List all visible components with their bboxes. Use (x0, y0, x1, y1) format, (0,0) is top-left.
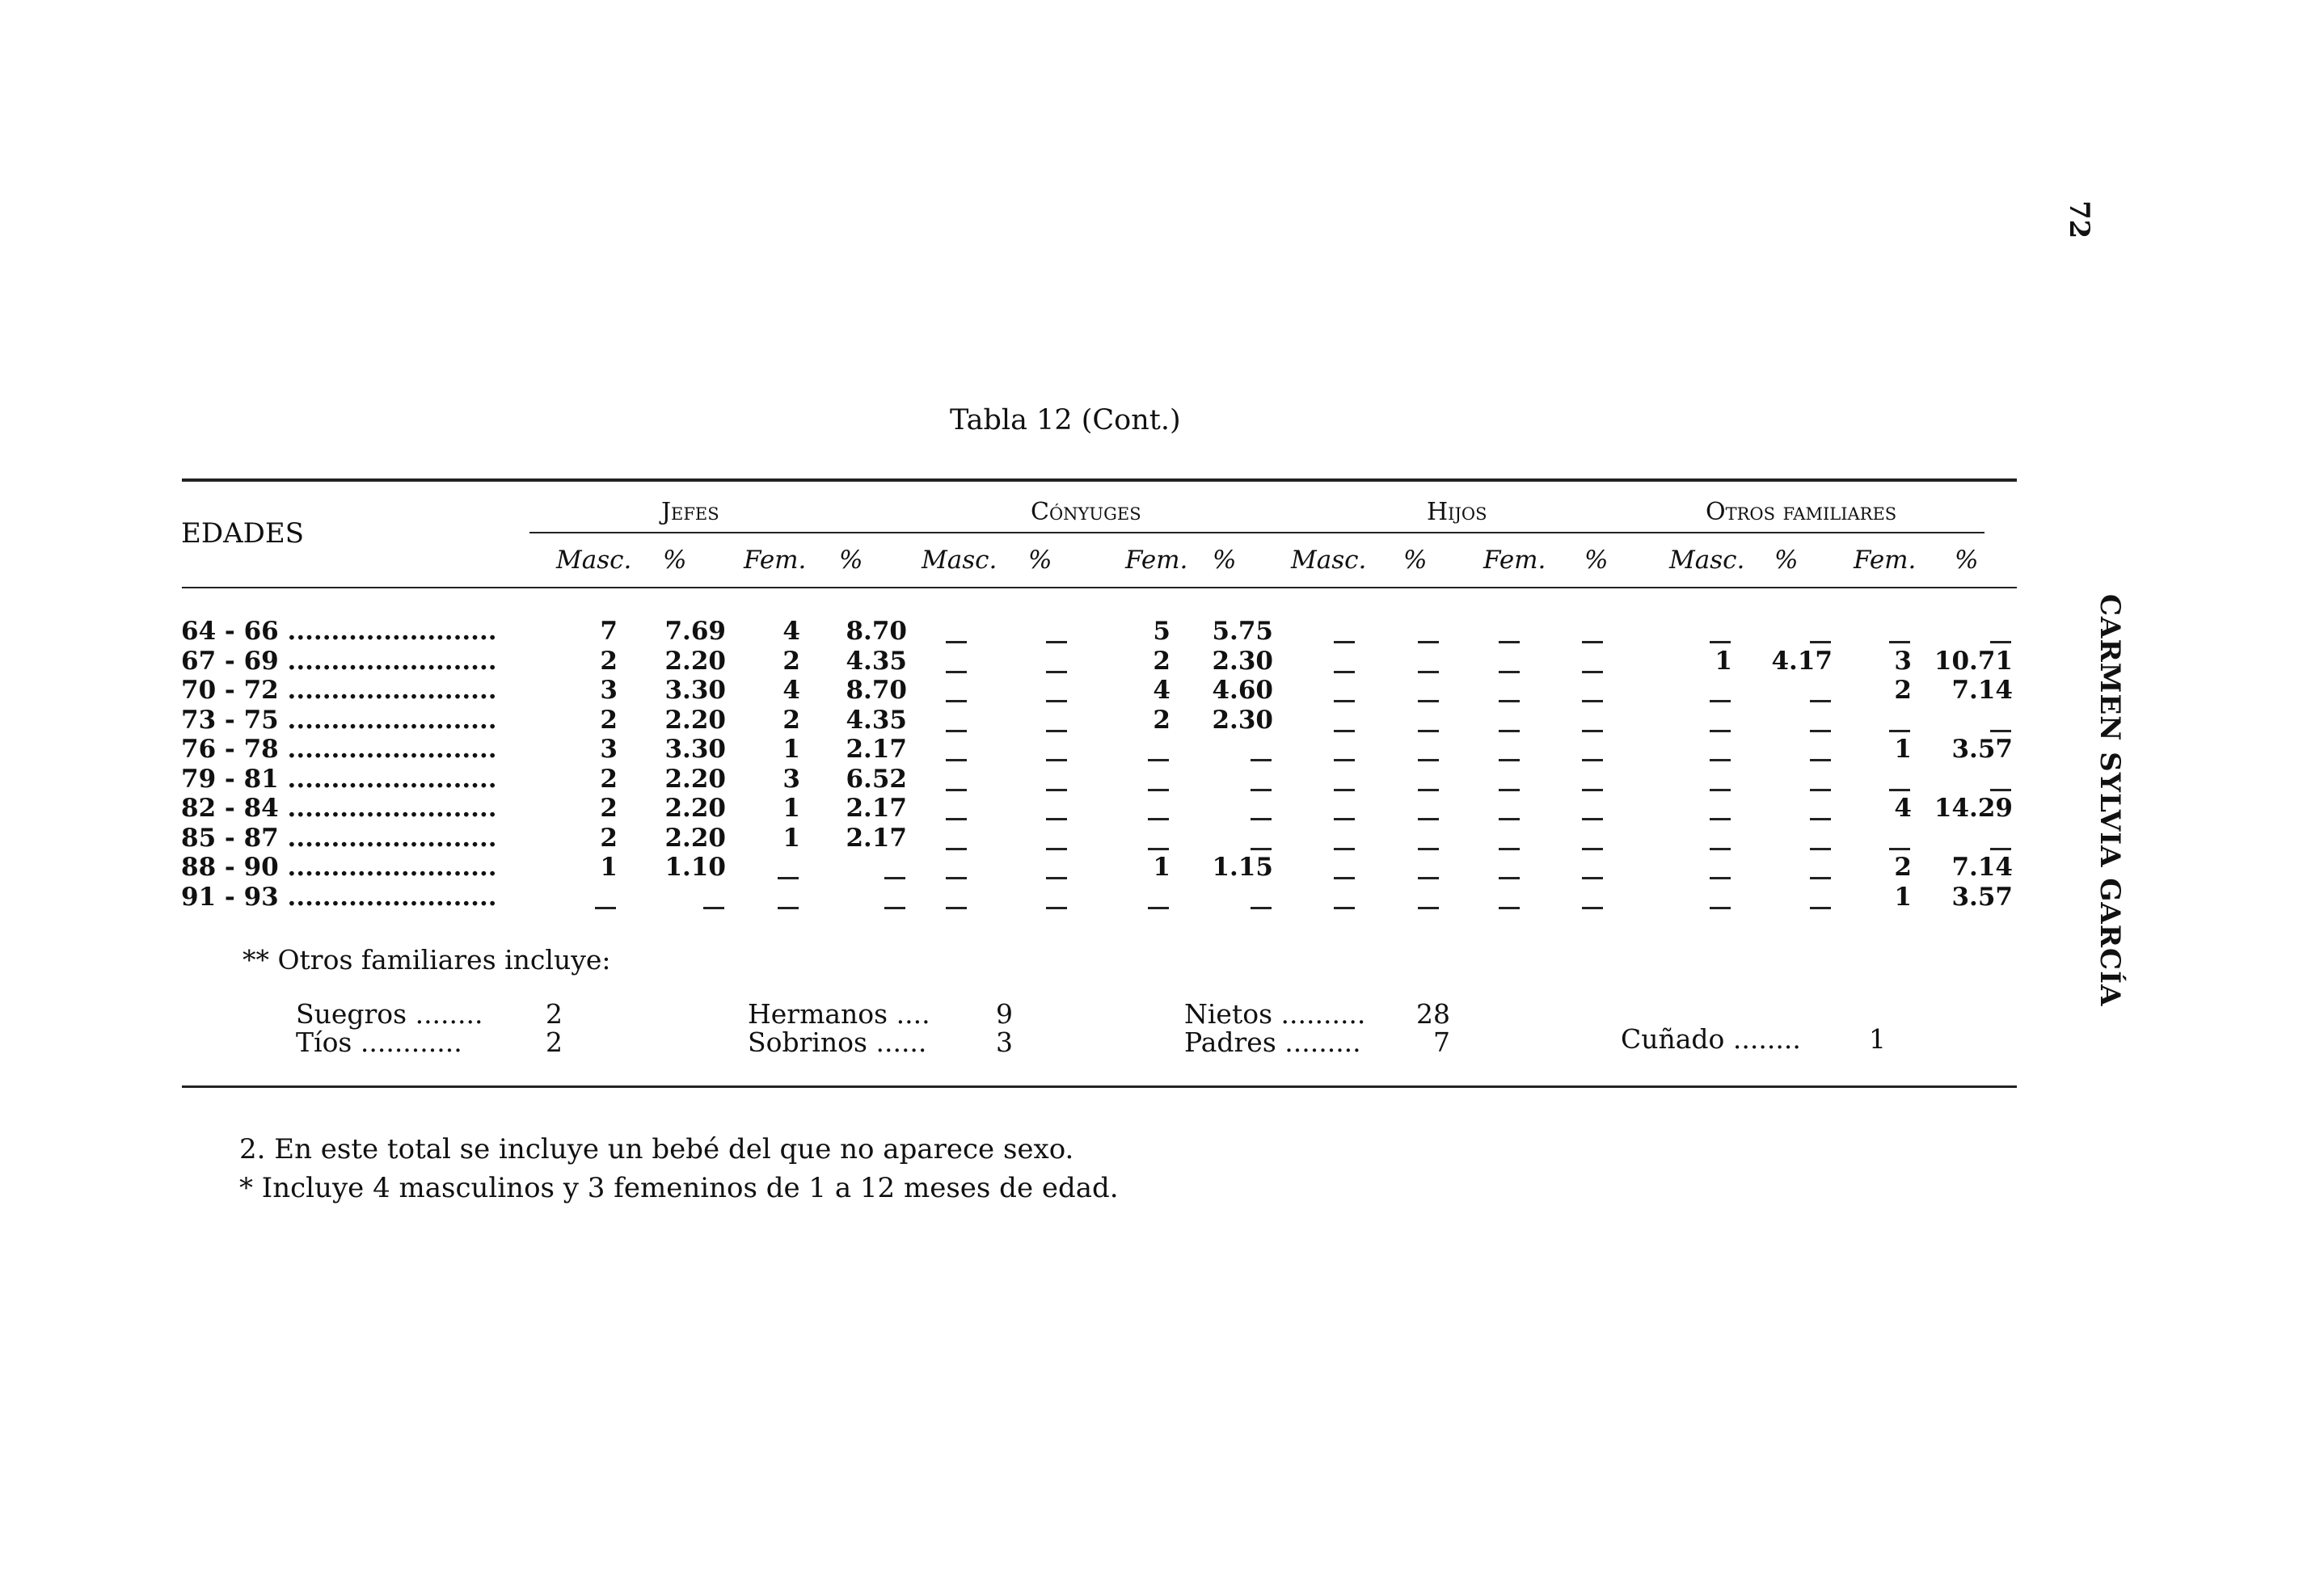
table-cell: 1.15 (1212, 853, 1273, 882)
subcolumn-header: Masc. (556, 546, 632, 575)
table-cell-dash (1148, 789, 1169, 791)
table-cell: 1 (782, 823, 800, 853)
table-cell-dash (1582, 671, 1603, 673)
table-bottom-rule (182, 1085, 2017, 1088)
table-cell-dash (1710, 848, 1731, 850)
table-cell-dash (1334, 907, 1355, 909)
table-cell: 8.70 (846, 617, 907, 646)
table-cell-dash (1046, 700, 1067, 702)
fam-name: Hermanos .... (748, 998, 930, 1030)
table-cell-dash (1499, 700, 1520, 702)
table-cell-dash (1334, 641, 1355, 643)
table-cell-dash (1582, 700, 1603, 702)
table-cell-dash (1710, 730, 1731, 732)
subcolumn-header: % (1584, 546, 1609, 575)
subcolumn-header: Masc. (922, 546, 998, 575)
table-cell-dash (946, 789, 967, 791)
subcolumn-header: % (663, 546, 687, 575)
row-label: 91 - 93 ........................ (181, 882, 497, 912)
table-cell-dash (1251, 818, 1272, 820)
subcolumn-header: Fem. (1854, 546, 1917, 575)
table-cell-dash (1334, 789, 1355, 791)
fam-name: Padres ......... (1184, 1026, 1361, 1058)
table-cell-dash (1046, 641, 1067, 643)
table-cell: 4 (782, 617, 800, 646)
table-cell-dash (1582, 907, 1603, 909)
table-cell-dash (1499, 818, 1520, 820)
table-cell: 5.75 (1212, 617, 1273, 646)
table-cell: 5 (1153, 617, 1170, 646)
subcolumn-header: Fem. (744, 546, 807, 575)
table-cell: 7 (600, 617, 618, 646)
row-label: 76 - 78 ........................ (181, 735, 497, 764)
table-cell: 4 (782, 676, 800, 705)
table-cell: 3.30 (664, 735, 726, 764)
fam-value: 28 (1416, 998, 1450, 1030)
table-cell: 2.20 (664, 823, 726, 853)
fam-name: Nietos .......... (1184, 998, 1366, 1030)
table-cell-dash (884, 877, 905, 879)
subcolumn-header: % (1403, 546, 1428, 575)
fam-name: Sobrinos ...... (748, 1026, 927, 1058)
table-cell: 1 (782, 735, 800, 764)
table-cell: 2 (1894, 676, 1912, 705)
table-cell-dash (1582, 877, 1603, 879)
header-bottom-rule (182, 587, 2017, 588)
table-cell: 10.71 (1934, 646, 2013, 676)
table-cell-dash (1990, 789, 2011, 791)
table-cell-dash (1046, 671, 1067, 673)
fam-value: 3 (996, 1026, 1013, 1058)
table-cell: 1 (1153, 853, 1170, 882)
table-cell: 1 (1894, 882, 1912, 912)
table-cell-dash (1810, 789, 1831, 791)
fam-name: Suegros ........ (296, 998, 483, 1030)
subcolumn-header: Fem. (1483, 546, 1546, 575)
subcolumn-header: % (1213, 546, 1237, 575)
table-cell-dash (1046, 789, 1067, 791)
table-cell-dash (1251, 789, 1272, 791)
table-cell-dash (1418, 671, 1439, 673)
table-cell-dash (946, 848, 967, 850)
table-cell-dash (1334, 730, 1355, 732)
subcolumn-header: % (839, 546, 863, 575)
subcolumn-header: Masc. (1669, 546, 1745, 575)
fam-value: 1 (1869, 1023, 1886, 1055)
table-cell-dash (1810, 641, 1831, 643)
table-cell-dash (703, 907, 724, 909)
edades-header: EDADES (181, 517, 305, 550)
table-title: Tabla 12 (Cont.) (950, 404, 1181, 436)
table-cell-dash (1810, 730, 1831, 732)
table-cell: 7.14 (1951, 676, 2013, 705)
page-number: 72 (2063, 200, 2095, 239)
footnote: 2. En este total se incluye un bebé del que no aparece sexo. (239, 1133, 1074, 1165)
table-cell: 2 (782, 646, 800, 676)
table-cell-dash (1889, 641, 1910, 643)
table-cell-dash (1334, 671, 1355, 673)
table-cell-dash (946, 759, 967, 761)
table-cell-dash (1251, 848, 1272, 850)
table-cell-dash (1418, 848, 1439, 850)
table-cell-dash (1582, 818, 1603, 820)
table-cell-dash (946, 877, 967, 879)
table-cell: 1.10 (664, 853, 726, 882)
table-cell: 2 (600, 823, 618, 853)
subcolumn-header: Masc. (1291, 546, 1367, 575)
table-cell: 3.57 (1951, 882, 2013, 912)
fam-value: 2 (546, 998, 563, 1030)
table-cell: 2 (1894, 853, 1912, 882)
table-cell-dash (1251, 759, 1272, 761)
table-cell: 2 (600, 764, 618, 794)
table-cell-dash (1046, 818, 1067, 820)
table-cell: 4 (1153, 676, 1170, 705)
table-cell-dash (1499, 730, 1520, 732)
table-cell-dash (1710, 877, 1731, 879)
table-cell-dash (1418, 759, 1439, 761)
fam-value: 9 (996, 998, 1013, 1030)
table-cell-dash (1990, 730, 2011, 732)
table-cell-dash (1710, 641, 1731, 643)
group-conyuges: Cónyuges (1031, 498, 1141, 526)
row-label: 88 - 90 ........................ (181, 853, 497, 882)
table-cell-dash (1582, 730, 1603, 732)
table-cell: 2.30 (1212, 705, 1273, 735)
table-cell: 2.20 (664, 705, 726, 735)
row-label: 73 - 75 ........................ (181, 705, 497, 735)
table-cell-dash (1046, 730, 1067, 732)
table-cell: 2.20 (664, 764, 726, 794)
table-cell: 7.69 (664, 617, 726, 646)
table-cell-dash (1046, 848, 1067, 850)
table-cell-dash (1499, 641, 1520, 643)
fam-value: 7 (1433, 1026, 1450, 1058)
table-cell: 2.17 (846, 823, 907, 853)
table-cell-dash (1334, 818, 1355, 820)
table-cell-dash (1418, 877, 1439, 879)
table-cell: 2 (782, 705, 800, 735)
table-cell-dash (884, 907, 905, 909)
table-cell-dash (1990, 641, 2011, 643)
table-cell-dash (946, 818, 967, 820)
table-cell-dash (1889, 789, 1910, 791)
table-cell: 1 (782, 794, 800, 823)
table-cell: 3.30 (664, 676, 726, 705)
table-cell: 3 (782, 764, 800, 794)
table-cell-dash (946, 730, 967, 732)
group-rule (529, 532, 1984, 533)
table-cell-dash (1418, 730, 1439, 732)
subcolumn-header: % (1955, 546, 1979, 575)
table-cell-dash (1334, 759, 1355, 761)
table-cell-dash (946, 907, 967, 909)
table-cell: 4.60 (1212, 676, 1273, 705)
row-label: 67 - 69 ........................ (181, 646, 497, 676)
table-cell: 3 (600, 735, 618, 764)
table-cell-dash (1582, 641, 1603, 643)
table-cell: 2 (600, 794, 618, 823)
running-head: CARMEN SYLVIA GARCÍA (2094, 594, 2126, 1007)
table-cell: 1 (1894, 735, 1912, 764)
fam-name: Tíos ............ (296, 1026, 462, 1058)
table-cell: 1 (600, 853, 618, 882)
table-cell-dash (1148, 848, 1169, 850)
table-cell: 2 (1153, 646, 1170, 676)
table-cell-dash (1418, 907, 1439, 909)
table-cell: 4.35 (846, 646, 907, 676)
table-cell-dash (946, 700, 967, 702)
table-cell-dash (1582, 759, 1603, 761)
table-cell-dash (1046, 907, 1067, 909)
table-cell: 8.70 (846, 676, 907, 705)
table-cell-dash (1710, 700, 1731, 702)
table-cell-dash (1418, 700, 1439, 702)
row-label: 70 - 72 ........................ (181, 676, 497, 705)
subcolumn-header: Fem. (1125, 546, 1188, 575)
table-cell-dash (1418, 641, 1439, 643)
table-cell: 7.14 (1951, 853, 2013, 882)
table-cell-dash (1710, 818, 1731, 820)
table-cell-dash (1499, 789, 1520, 791)
table-cell-dash (778, 877, 799, 879)
table-cell-dash (1418, 789, 1439, 791)
table-cell: 4.17 (1771, 646, 1833, 676)
footnote: * Incluye 4 masculinos y 3 femeninos de 1 a 12 meses de edad. (239, 1172, 1119, 1204)
table-cell-dash (595, 907, 616, 909)
table-cell-dash (1499, 671, 1520, 673)
otros-familiares-note: ** Otros familiares incluye: (243, 944, 611, 976)
table-cell: 6.52 (846, 764, 907, 794)
subcolumn-header: % (1028, 546, 1052, 575)
row-label: 82 - 84 ........................ (181, 794, 497, 823)
table-cell-dash (1148, 907, 1169, 909)
table-cell: 14.29 (1934, 794, 2013, 823)
table-cell: 4.35 (846, 705, 907, 735)
table-cell: 2.30 (1212, 646, 1273, 676)
table-cell-dash (1148, 818, 1169, 820)
table-cell: 2.20 (664, 646, 726, 676)
table-cell: 1 (1715, 646, 1732, 676)
table-cell-dash (1582, 848, 1603, 850)
table-cell: 4 (1894, 794, 1912, 823)
table-cell: 3.57 (1951, 735, 2013, 764)
fam-value: 2 (546, 1026, 563, 1058)
table-cell-dash (1889, 730, 1910, 732)
table-cell-dash (1499, 848, 1520, 850)
table-cell: 2.17 (846, 735, 907, 764)
table-cell-dash (946, 641, 967, 643)
table-cell-dash (1889, 848, 1910, 850)
table-cell-dash (1710, 789, 1731, 791)
row-label: 85 - 87 ........................ (181, 823, 497, 853)
table-cell: 3 (1894, 646, 1912, 676)
group-hijos: Hijos (1427, 498, 1487, 526)
table-cell-dash (1334, 877, 1355, 879)
table-cell-dash (1582, 789, 1603, 791)
row-label: 64 - 66 ........................ (181, 617, 497, 646)
subcolumn-header: % (1774, 546, 1799, 575)
table-cell: 2.20 (664, 794, 726, 823)
table-cell-dash (1334, 700, 1355, 702)
group-otros-familiares: Otros familiares (1706, 498, 1897, 526)
table-cell-dash (1046, 759, 1067, 761)
row-label: 79 - 81 ........................ (181, 764, 497, 794)
table-cell-dash (1148, 759, 1169, 761)
table-cell-dash (1499, 877, 1520, 879)
table-cell-dash (1499, 907, 1520, 909)
table-cell-dash (778, 907, 799, 909)
table-cell: 2 (600, 646, 618, 676)
table-cell-dash (946, 671, 967, 673)
table-cell: 3 (600, 676, 618, 705)
table-cell-dash (1499, 759, 1520, 761)
table-cell: 2.17 (846, 794, 907, 823)
table-cell-dash (1710, 759, 1731, 761)
group-jefes: Jefes (661, 498, 719, 526)
table-cell-dash (1334, 848, 1355, 850)
table-cell-dash (1251, 907, 1272, 909)
table-cell-dash (1810, 848, 1831, 850)
table-cell: 2 (1153, 705, 1170, 735)
fam-name: Cuñado ........ (1621, 1023, 1801, 1055)
top-rule (182, 478, 2017, 482)
table-cell-dash (1990, 848, 2011, 850)
table-cell: 2 (600, 705, 618, 735)
table-cell-dash (1046, 877, 1067, 879)
table-cell-dash (1418, 818, 1439, 820)
table-cell-dash (1710, 907, 1731, 909)
